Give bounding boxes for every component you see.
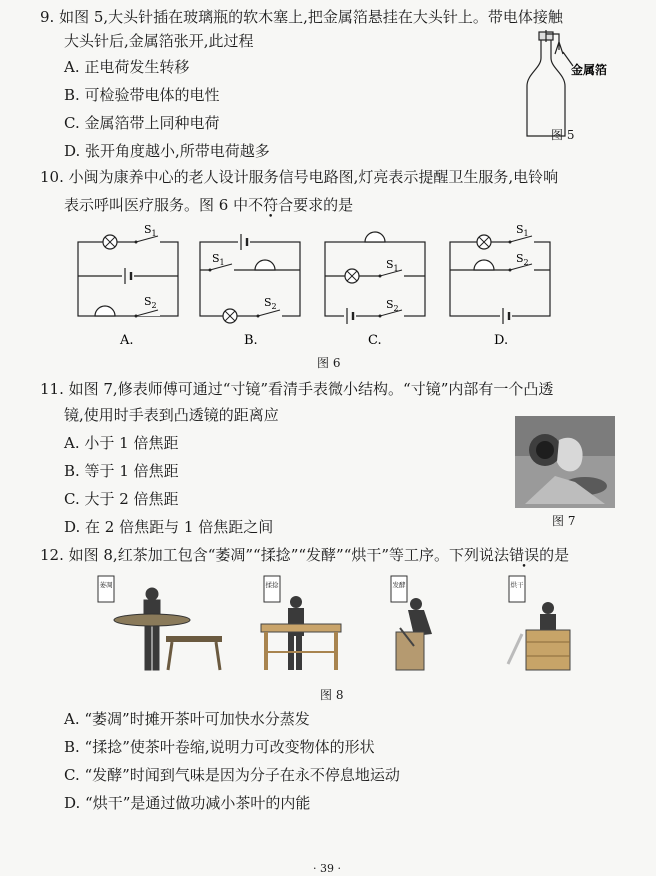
q10-stem-line1: 10. 小闽为康养中心的老人设计服务信号电路图,灯亮表示提醒卫生服务,电铃响 (40, 168, 559, 186)
q11-option-a: A. 小于 1 倍焦距 (64, 434, 179, 452)
q9-option-d: D. 张开角度越小,所带电荷越多 (64, 142, 270, 160)
q11-option-d: D. 在 2 倍焦距与 1 倍焦距之间 (64, 518, 274, 536)
q11-stem-line1: 11. 如图 7,修表师傅可通过“寸镜”看清手表微小结构。“寸镜”内部有一个凸透 (40, 380, 554, 398)
q12-option-d: D. “烘干”是通过做功减小茶叶的内能 (64, 794, 311, 812)
q12-stem-pre: 12. 如图 8,红茶加工包含“萎凋”“揉捻”“发酵”“烘干”等工序。下列说法 (40, 546, 510, 564)
stage-tag-rolling: 揉捻 (265, 581, 279, 589)
q9-stem-line1: 9. 如图 5,大头针插在玻璃瓶的软木塞上,把金属箔悬挂在大头针上。带电体接触 (40, 8, 563, 26)
switch-label: $S_1$ (386, 258, 399, 273)
q12-stem-emphasis: 错误 (509, 546, 540, 564)
q11-option-c: C. 大于 2 倍焦距 (64, 490, 179, 508)
q9-stem-line2: 大头针后,金属箔张开,此过程 (64, 32, 254, 50)
figure-7-photo (515, 416, 615, 508)
q10-stem-pre: 表示呼叫医疗服务。图 6 中 (64, 196, 249, 214)
q10-stem-line2 (64, 196, 353, 214)
q12-option-a: A. “萎凋”时摊开茶叶可加快水分蒸发 (64, 710, 310, 728)
switch-label: $S_2$ (386, 298, 399, 313)
figure-5-caption: 图 5 (551, 128, 575, 142)
q11-option-b: B. 等于 1 倍焦距 (64, 462, 179, 480)
switch-label: $S_2$ (516, 252, 529, 267)
q12-stem-post: 的是 (539, 546, 570, 564)
switch-label: $S_2$ (144, 295, 157, 310)
page-number: · 39 · (313, 862, 341, 875)
stage-tag-fermenting: 发酵 (392, 581, 406, 589)
q9-option-b: B. 可检验带电体的电性 (64, 86, 220, 104)
circuit-c-label: C. (368, 333, 382, 348)
q9-option-a: A. 正电荷发生转移 (64, 58, 190, 76)
switch-label: $S_1$ (516, 223, 529, 238)
switch-label: $S_2$ (264, 296, 277, 311)
stage-tag-drying: 烘干 (510, 581, 524, 589)
figure-6-circuits (60, 222, 620, 352)
circuit-a-label: A. (120, 333, 134, 348)
switch-label: $S_1$ (212, 252, 225, 267)
circuit-d-label: D. (494, 333, 509, 348)
figure-8-tea-processing (96, 574, 576, 680)
figure-5-bottle (515, 28, 625, 143)
circuit-b-label: B. (244, 333, 258, 348)
figure-7-caption: 图 7 (552, 514, 576, 528)
switch-label: $S_1$ (144, 223, 157, 238)
stage-tag-withering: 萎凋 (99, 581, 113, 589)
figure-8-caption: 图 8 (320, 688, 344, 702)
q12-option-b: B. “揉捻”使茶叶卷缩,说明力可改变物体的形状 (64, 738, 375, 756)
figure-6-caption: 图 6 (317, 356, 341, 370)
q11-stem-line2: 镜,使用时手表到凸透镜的距离应 (64, 406, 279, 424)
q12-option-c: C. “发酵”时闻到气味是因为分子在永不停息地运动 (64, 766, 400, 784)
q9-option-c: C. 金属箔带上同种电荷 (64, 114, 220, 132)
q12-stem (40, 546, 569, 564)
foil-label: 金属箔 (571, 63, 608, 77)
q10-stem-emphasis: 不符合 (248, 196, 294, 214)
q10-stem-post: 要求的是 (293, 196, 354, 214)
